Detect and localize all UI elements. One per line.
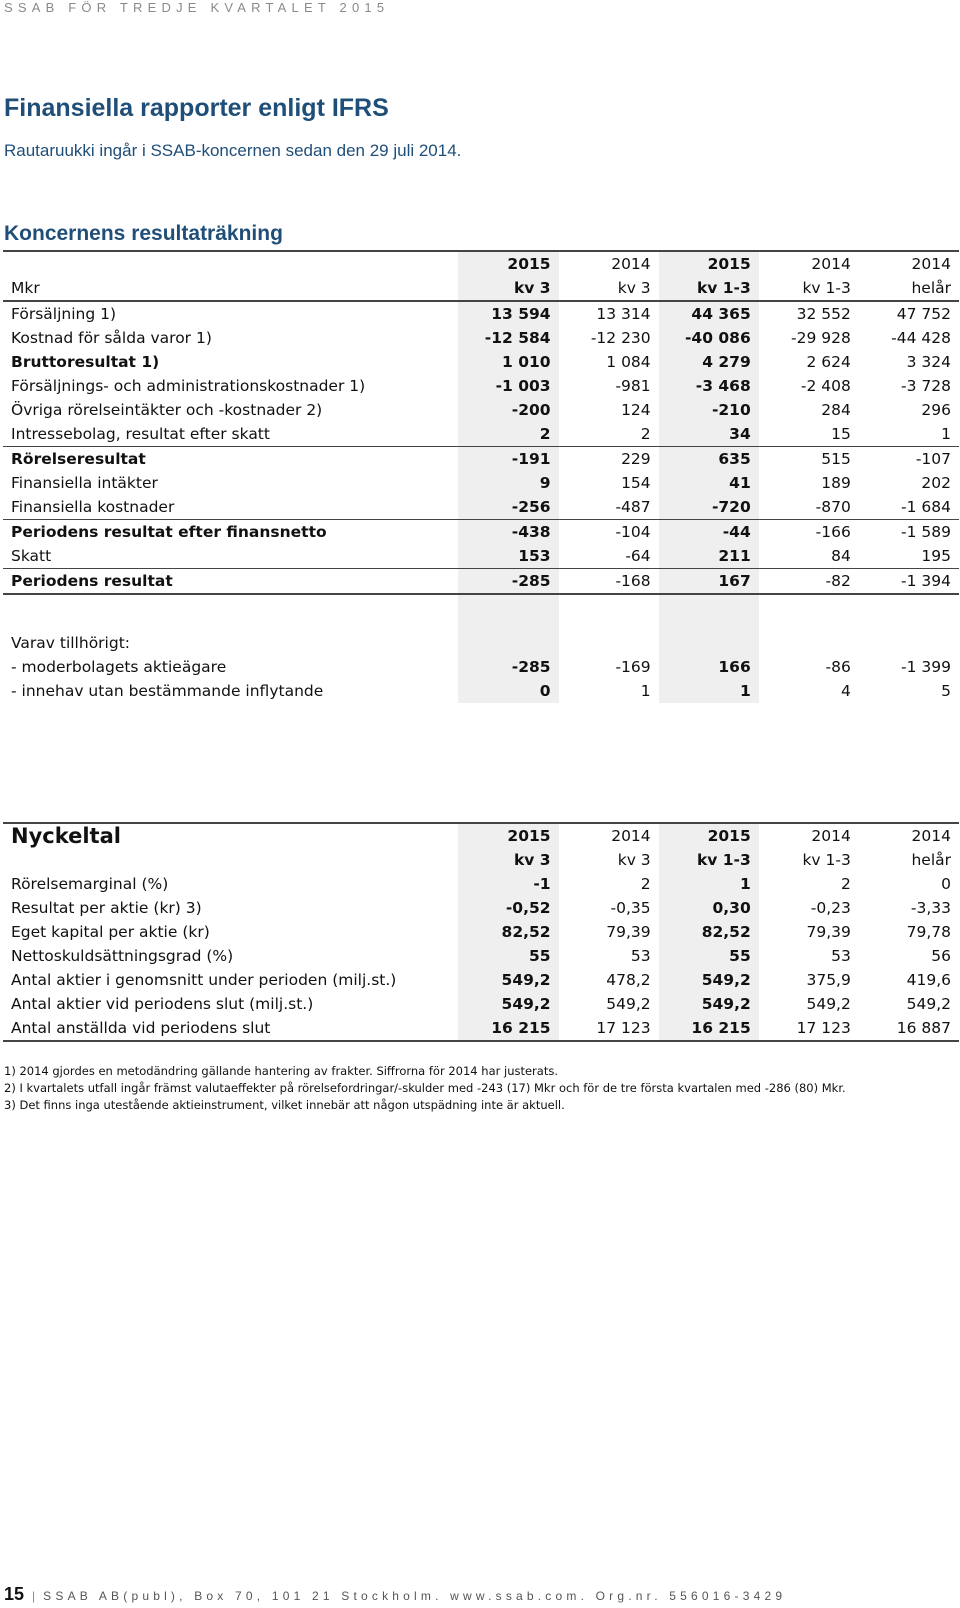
value-cell: 79,39 xyxy=(806,923,851,941)
value-cell: 166 xyxy=(659,655,759,679)
row-label: Övriga rörelseintäkter och -kostnader 2) xyxy=(11,401,323,419)
value-cell: -0,52 xyxy=(458,896,558,920)
value-cell: -200 xyxy=(458,398,558,422)
footnote: 2) I kvartalets utfall ingår främst valutaeffekter på rörelsefordringar/-skulder med -243 (17) Mkr och för de tre första kvartalen med -286 (80) Mkr. xyxy=(4,1081,846,1095)
table-row xyxy=(3,944,959,968)
value-cell: 2 624 xyxy=(806,353,851,371)
value-cell: 5 xyxy=(941,682,951,700)
value-cell: -285 xyxy=(458,569,558,595)
value-cell: 13 594 xyxy=(458,301,558,326)
value-cell: 41 xyxy=(659,471,759,495)
value-cell: -0,35 xyxy=(610,899,651,917)
spacer xyxy=(759,594,859,631)
value-cell: -3 728 xyxy=(901,377,951,395)
value-cell: 2014 xyxy=(559,823,659,848)
value-cell: -12 584 xyxy=(458,326,558,350)
value-cell: 2015 xyxy=(659,251,759,276)
spacer xyxy=(659,594,759,631)
unit-label: Mkr xyxy=(3,276,458,301)
value-cell: -870 xyxy=(815,498,851,516)
row-label: Bruttoresultat 1) xyxy=(11,353,160,371)
value-cell: 16 887 xyxy=(859,1016,959,1041)
value-cell: 375,9 xyxy=(806,971,851,989)
value-cell: -438 xyxy=(458,520,558,545)
value-cell: 16 215 xyxy=(458,1016,558,1041)
value-cell: 56 xyxy=(931,947,951,965)
value-cell: 635 xyxy=(659,447,759,472)
table-row xyxy=(3,896,959,920)
table-row xyxy=(3,301,959,326)
value-cell: 47 752 xyxy=(896,305,951,323)
header-spacer xyxy=(3,848,458,872)
value-cell: -1 589 xyxy=(859,520,959,545)
value-cell: 549,2 xyxy=(458,968,558,992)
value-cell: 2 xyxy=(458,422,558,447)
value-cell: 124 xyxy=(621,401,651,419)
value-cell: -44 428 xyxy=(891,329,951,347)
attribution-heading-row xyxy=(3,631,959,655)
row-label: Antal aktier i genomsnitt under perioden (milj.st.) xyxy=(11,971,397,989)
row-label: Rörelseresultat xyxy=(3,447,458,472)
value-cell: 4 xyxy=(840,682,851,700)
value-cell: -104 xyxy=(559,520,659,545)
empty-cell xyxy=(759,631,859,655)
value-cell: -168 xyxy=(559,569,659,595)
value-cell: 1 010 xyxy=(458,350,558,374)
footer-address: SSAB AB(publ), Box 70, 101 21 Stockholm. www.ssab.com. Org.nr. 556016-3429 xyxy=(43,1589,787,1603)
value-cell: -2 408 xyxy=(800,377,851,395)
value-cell: 1 xyxy=(941,425,951,443)
value-cell: 167 xyxy=(659,569,759,595)
row-label: - innehav utan bestämmande inflytande xyxy=(11,682,324,700)
table-row xyxy=(3,968,959,992)
row-label: Finansiella kostnader xyxy=(11,498,175,516)
value-cell: 2014 xyxy=(759,823,859,848)
row-label: Finansiella intäkter xyxy=(11,474,158,492)
empty-cell xyxy=(859,631,959,655)
table-row xyxy=(3,569,959,595)
row-label: Resultat per aktie (kr) 3) xyxy=(11,899,202,917)
row-label: Skatt xyxy=(11,547,52,565)
value-cell: 2015 xyxy=(659,823,759,848)
value-cell: 82,52 xyxy=(659,920,759,944)
value-cell: 16 215 xyxy=(659,1016,759,1041)
value-cell: -3 468 xyxy=(659,374,759,398)
row-label: Periodens resultat efter finansnetto xyxy=(3,520,458,545)
value-cell: 1 xyxy=(659,679,759,703)
page-footer xyxy=(4,1584,786,1605)
value-cell: 478,2 xyxy=(606,971,651,989)
table-row xyxy=(3,350,959,374)
value-cell: -285 xyxy=(458,655,558,679)
spacer xyxy=(859,594,959,631)
spacer xyxy=(3,594,458,631)
spacer xyxy=(458,594,558,631)
value-cell: 2014 xyxy=(559,251,659,276)
value-cell: -0,23 xyxy=(810,899,851,917)
row-label: Försäljning 1) xyxy=(11,305,117,323)
value-cell: -1 394 xyxy=(859,569,959,595)
header-row-periods xyxy=(3,276,959,301)
value-cell: -256 xyxy=(458,495,558,520)
value-cell: -720 xyxy=(659,495,759,520)
table-row xyxy=(3,326,959,350)
page-title: Finansiella rapporter enligt IFRS xyxy=(4,94,389,122)
income-statement-table xyxy=(3,250,959,703)
value-cell: 284 xyxy=(821,401,851,419)
value-cell: -210 xyxy=(659,398,759,422)
value-cell: 0,30 xyxy=(659,896,759,920)
value-cell: 549,2 xyxy=(606,995,651,1013)
value-cell: 17 123 xyxy=(559,1016,659,1041)
row-label: - moderbolagets aktieägare xyxy=(11,658,227,676)
value-cell: 17 123 xyxy=(759,1016,859,1041)
header-spacer xyxy=(3,251,458,276)
row-label: Rörelsemarginal (%) xyxy=(11,875,169,893)
value-cell: 549,2 xyxy=(806,995,851,1013)
row-label: Försäljnings- och administrationskostnader 1) xyxy=(11,377,366,395)
value-cell: kv 1-3 xyxy=(802,851,851,869)
table-row xyxy=(3,544,959,569)
value-cell: 53 xyxy=(831,947,851,965)
value-cell: kv 3 xyxy=(458,848,558,872)
value-cell: -82 xyxy=(759,569,859,595)
key-figures-title: Nyckeltal xyxy=(3,823,458,848)
value-cell: 154 xyxy=(621,474,651,492)
table-row xyxy=(3,495,959,520)
page-number: 15 xyxy=(4,1584,25,1604)
table-row xyxy=(3,655,959,679)
row-label: Antal anställda vid periodens slut xyxy=(3,1016,458,1041)
value-cell: kv 3 xyxy=(458,276,558,301)
value-cell: 549,2 xyxy=(906,995,951,1013)
value-cell: -487 xyxy=(615,498,651,516)
value-cell: kv 1-3 xyxy=(759,276,859,301)
value-cell: kv 1-3 xyxy=(659,848,759,872)
row-label: Nettoskuldsättningsgrad (%) xyxy=(11,947,234,965)
footnote: 1) 2014 gjordes en metodändring gällande hantering av frakter. Siffrorna för 2014 har justerats. xyxy=(4,1064,558,1078)
value-cell: 229 xyxy=(559,447,659,472)
value-cell: 195 xyxy=(921,547,951,565)
value-cell: -1 003 xyxy=(458,374,558,398)
empty-cell xyxy=(659,631,759,655)
value-cell: 9 xyxy=(458,471,558,495)
table-row xyxy=(3,872,959,896)
value-cell: -12 230 xyxy=(590,329,651,347)
value-cell: 2015 xyxy=(458,823,558,848)
value-cell: 84 xyxy=(831,547,851,565)
value-cell: -64 xyxy=(625,547,651,565)
value-cell: 79,78 xyxy=(906,923,951,941)
table-row xyxy=(3,520,959,545)
value-cell: -86 xyxy=(825,658,851,676)
spacer-row xyxy=(3,594,959,631)
value-cell: 153 xyxy=(458,544,558,569)
table-row xyxy=(3,679,959,703)
row-label: Antal aktier vid periodens slut (milj.st.) xyxy=(11,995,314,1013)
row-label: Periodens resultat xyxy=(3,569,458,595)
value-cell: -29 928 xyxy=(791,329,851,347)
value-cell: 202 xyxy=(921,474,951,492)
header-row-periods xyxy=(3,848,959,872)
value-cell: 211 xyxy=(659,544,759,569)
value-cell: kv 1-3 xyxy=(659,276,759,301)
value-cell: 13 314 xyxy=(596,305,651,323)
table-row xyxy=(3,992,959,1016)
value-cell: 549,2 xyxy=(458,992,558,1016)
table-row xyxy=(3,1016,959,1041)
row-label: Kostnad för sålda varor 1) xyxy=(11,329,212,347)
value-cell: 79,39 xyxy=(606,923,651,941)
value-cell: 0 xyxy=(458,679,558,703)
row-label: Varav tillhörigt: xyxy=(11,634,130,652)
value-cell: 2 xyxy=(640,875,651,893)
value-cell: -166 xyxy=(759,520,859,545)
header-row-years xyxy=(3,251,959,276)
row-label: Eget kapital per aktie (kr) xyxy=(11,923,210,941)
footnotes xyxy=(4,1063,846,1114)
value-cell: 419,6 xyxy=(906,971,951,989)
footnote: 3) Det finns inga utestående aktieinstrument, vilket innebär att någon utspädning inte är aktuell. xyxy=(4,1098,565,1112)
value-cell: helår xyxy=(859,276,959,301)
running-header: SSAB FÖR TREDJE KVARTALET 2015 xyxy=(4,0,390,15)
value-cell: 0 xyxy=(941,875,951,893)
value-cell: 4 279 xyxy=(659,350,759,374)
value-cell: 53 xyxy=(630,947,651,965)
key-figures-table xyxy=(3,822,959,1042)
value-cell: 189 xyxy=(821,474,851,492)
value-cell: -1 399 xyxy=(901,658,951,676)
table-row xyxy=(3,447,959,472)
value-cell: 15 xyxy=(831,425,851,443)
value-cell: -191 xyxy=(458,447,558,472)
value-cell: 44 365 xyxy=(659,301,759,326)
value-cell: 2015 xyxy=(458,251,558,276)
value-cell: 34 xyxy=(659,422,759,447)
empty-cell xyxy=(458,631,558,655)
value-cell: 32 552 xyxy=(796,305,851,323)
section-title: Koncernens resultaträkning xyxy=(4,222,283,245)
value-cell: 2 xyxy=(840,875,851,893)
value-cell: 296 xyxy=(921,401,951,419)
value-cell: -40 086 xyxy=(659,326,759,350)
value-cell: -169 xyxy=(615,658,651,676)
value-cell: 549,2 xyxy=(659,992,759,1016)
value-cell: 2014 xyxy=(859,251,959,276)
value-cell: -3,33 xyxy=(910,899,951,917)
spacer xyxy=(559,594,659,631)
value-cell: -1 xyxy=(458,872,558,896)
footer-separator: | xyxy=(32,1589,36,1603)
row-label: Intressebolag, resultat efter skatt xyxy=(11,425,270,443)
value-cell: -107 xyxy=(859,447,959,472)
table-row xyxy=(3,920,959,944)
table-row xyxy=(3,398,959,422)
value-cell: -981 xyxy=(615,377,651,395)
table-row xyxy=(3,471,959,495)
value-cell: kv 3 xyxy=(617,851,651,869)
table-row xyxy=(3,422,959,447)
empty-cell xyxy=(559,631,659,655)
page-subtitle: Rautaruukki ingår i SSAB-koncernen sedan den 29 juli 2014. xyxy=(4,141,462,160)
value-cell: 1 xyxy=(640,682,651,700)
value-cell: 2014 xyxy=(859,823,959,848)
value-cell: -1 684 xyxy=(901,498,951,516)
value-cell: 2014 xyxy=(759,251,859,276)
value-cell: 55 xyxy=(458,944,558,968)
value-cell: helår xyxy=(911,851,951,869)
value-cell: 2 xyxy=(640,425,651,443)
value-cell: 82,52 xyxy=(458,920,558,944)
value-cell: 55 xyxy=(659,944,759,968)
value-cell: 1 xyxy=(659,872,759,896)
value-cell: 3 324 xyxy=(906,353,951,371)
value-cell: -44 xyxy=(659,520,759,545)
value-cell: 515 xyxy=(759,447,859,472)
header-row-years xyxy=(3,823,959,848)
table-row xyxy=(3,374,959,398)
value-cell: 1 084 xyxy=(606,353,651,371)
value-cell: 549,2 xyxy=(659,968,759,992)
value-cell: kv 3 xyxy=(559,276,659,301)
